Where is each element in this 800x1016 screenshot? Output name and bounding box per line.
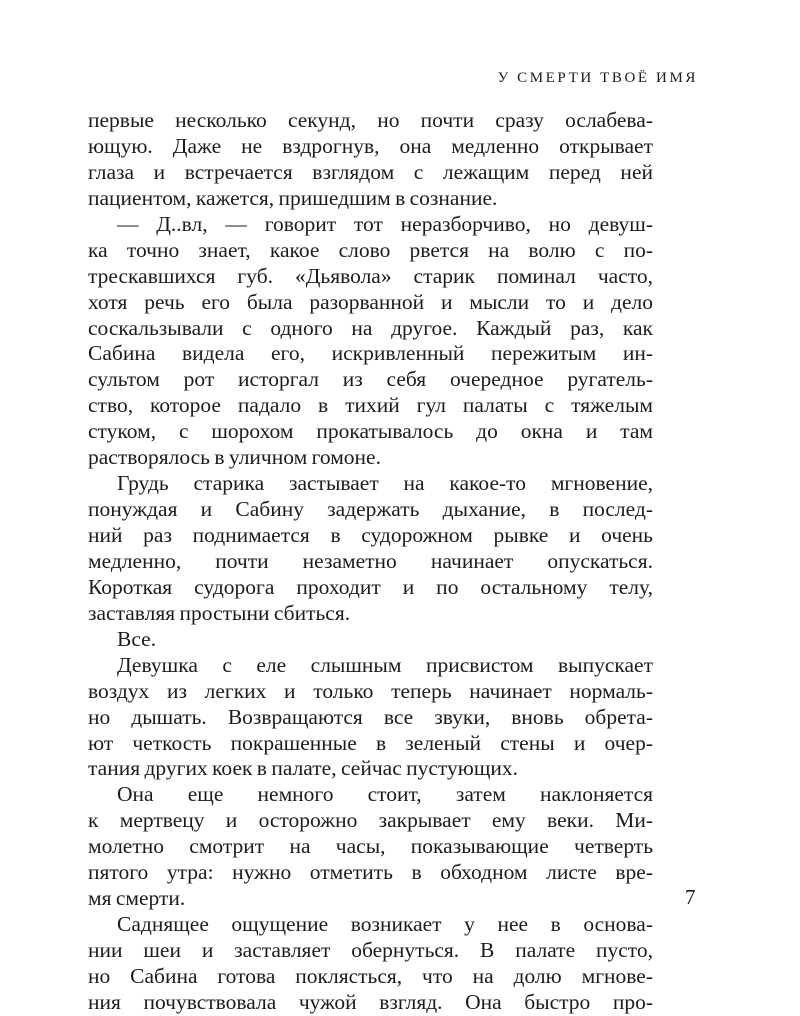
text-line: заставляя простыни сбиться. <box>88 600 351 625</box>
text-line: глаза и встречается взглядом с лежащим перед ней <box>88 159 653 184</box>
text-line: медленно, почти незаметно начинает опускаться. <box>88 548 653 573</box>
body-text <box>88 108 653 1016</box>
text-line: ний раз поднимается в судорожном рывке и очень <box>88 523 653 547</box>
text-line: ство, которое падало в тихий гул палаты с тяжелым <box>88 393 653 418</box>
text-line: тания других коек в палате, сейчас пустующих. <box>88 756 519 781</box>
text-line: ют четкость покрашенные в зеленый стены и очер- <box>88 730 653 755</box>
text-line: нии шеи и заставляет обернуться. В палате пусто, <box>88 938 653 962</box>
text-line: Саднящее ощущение возникает у нее в основа- <box>117 912 653 937</box>
text-line: растворялось в уличном гомоне. <box>88 445 381 470</box>
text-line: к мертвецу и осторожно закрывает ему веки. Ми- <box>88 808 653 833</box>
text-line: ющую. Даже не вздрогнув, она медленно открывает <box>88 133 653 158</box>
text-line: но дышать. Возвращаются все звуки, вновь обрета- <box>88 704 653 729</box>
running-head: У СМЕРТИ ТВОЁ ИМЯ <box>497 70 698 86</box>
text-line: хотя речь его была разорванной и мысли то и дело <box>88 289 653 314</box>
text-line: соскальзывали с одного на другое. Каждый раз, как <box>88 315 653 340</box>
text-line: стуком, с шорохом прокатывалось до окна и там <box>88 419 653 444</box>
text-line: трескавшихся губ. «Дьявола» старик поминал часто, <box>88 263 653 288</box>
text-line: воздух из легких и только теперь начинает нормаль- <box>88 678 653 703</box>
text-line: Грудь старика застывает на какое-то мгновение, <box>117 471 653 496</box>
text-line: — Д..вл, — говорит тот неразборчиво, но девуш- <box>117 211 653 236</box>
text-line: Она еще немного стоит, затем наклоняется <box>117 782 653 807</box>
text-line: пятого утра: нужно отметить в обходном листе вре- <box>88 860 653 885</box>
text-line: Сабина видела его, искривленный пережитым ин- <box>88 341 653 366</box>
text-line: сультом рот исторгал из себя очередное ругатель- <box>88 367 653 392</box>
text-line: мя смерти. <box>88 886 186 911</box>
text-line: Девушка с еле слышным присвистом выпускает <box>117 652 653 677</box>
text-line: понуждая и Сабину задержать дыхание, в послед- <box>88 497 653 522</box>
text-line: первые несколько секунд, но почти сразу ослабева- <box>88 108 653 132</box>
text-line: ния почувствовала чужой взгляд. Она быстро про- <box>88 989 653 1014</box>
text-line: Все. <box>117 626 157 651</box>
page-number: 7 <box>685 885 696 909</box>
text-line: Короткая судорога проходит и по остальному телу, <box>88 574 653 599</box>
text-line: пациентом, кажется, пришедшим в сознание. <box>88 185 498 210</box>
text-line: молетно смотрит на часы, показывающие четверть <box>88 834 653 859</box>
text-line: ка точно знает, какое слово рвется на волю с по- <box>88 237 653 262</box>
text-line: но Сабина готова поклясться, что на долю мгнове- <box>88 963 653 988</box>
